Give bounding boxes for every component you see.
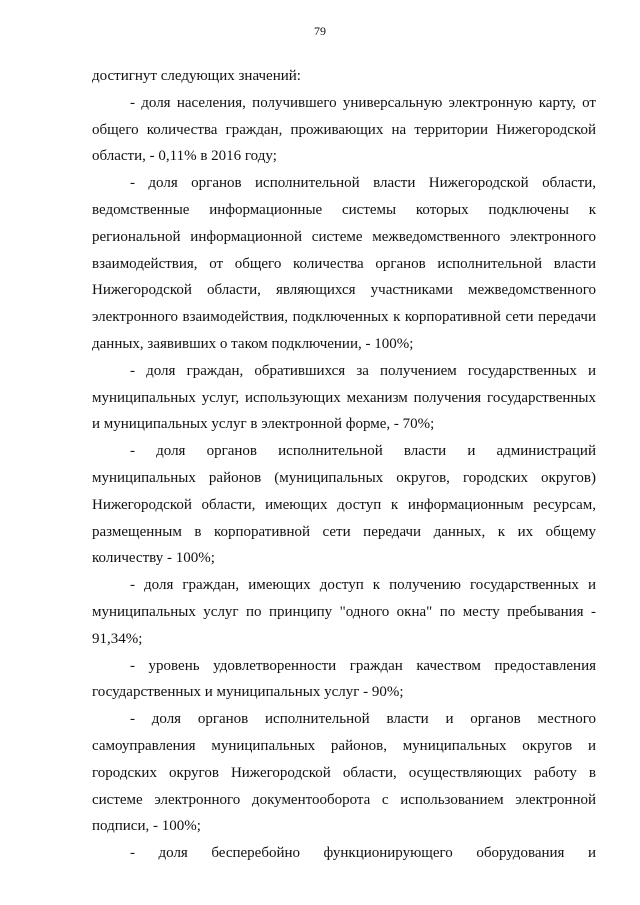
intro-line: достигнут следующих значений: (92, 68, 301, 84)
document-body (92, 63, 596, 867)
list-item-interagency-systems: - доля органов исполнительной власти Нижегородской области, ведомственные информационные системы которых подключены к региональной информационной системе межведомственного электронного взаимодействия, от общего количества органов исполнительной власти Нижегородской области, являющихся участниками межведомственного электронного взаимодействия, подключенных к корпоративной сети передачи данных, заявивших о таком подключении, - 100%; (92, 175, 596, 352)
page-number: 79 (314, 24, 326, 38)
list-item-equipment: - доля бесперебойно функционирующего оборудования и (130, 845, 596, 862)
list-item-electronic-services: - доля граждан, обратившихся за получением государственных и муниципальных услуг, использующих механизм получения государственных и муниципальных услуг в электронной форме, - 70%; (92, 362, 596, 433)
list-item-network-access: - доля органов исполнительной власти и администраций муниципальных районов (муниципальных округов, городских округов) Нижегородской области, имеющих доступ к информационным ресурсам, размещенным в корпоративной сети передачи данных, к их общему количеству - 100%; (92, 443, 596, 567)
list-item-universal-card: - доля населения, получившего универсальную электронную карту, от общего количества граждан, проживающих на территории Нижегородской области, - 0,11% в 2016 году; (92, 94, 596, 165)
list-item-satisfaction: - уровень удовлетворенности граждан качеством предоставления государственных и муниципальных услуг - 90%; (92, 657, 596, 701)
list-item-document-flow: - доля органов исполнительной власти и органов местного самоуправления муниципальных районов, муниципальных округов и городских округов Нижегородской области, осуществляющих работу в системе электронного документооборота с использованием электронной подписи, - 100%; (92, 711, 596, 835)
list-item-one-window: - доля граждан, имеющих доступ к получению государственных и муниципальных услуг по принципу "одного окна" по месту пребывания - 91,34%; (92, 577, 596, 647)
